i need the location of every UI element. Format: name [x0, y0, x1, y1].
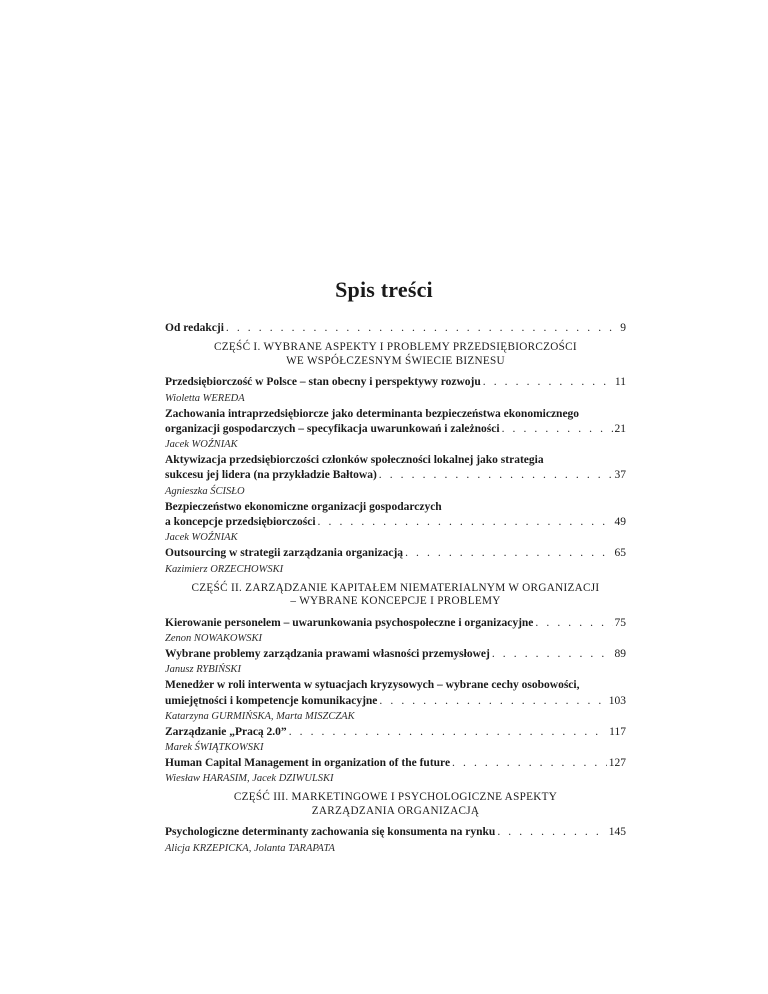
entry-author: Wioletta WEREDA [165, 392, 245, 404]
part-heading-line: CZĘŚĆ II. ZARZĄDZANIE KAPITAŁEM NIEMATERIALNYM W ORGANIZACJI [191, 581, 600, 594]
dot-leader [405, 546, 612, 561]
toc-entry[interactable] [165, 756, 626, 786]
entry-title[interactable] [165, 546, 626, 561]
toc-entry[interactable] [165, 321, 626, 336]
entry-title-text: Psychologiczne determinanty zachowania się konsumenta na rynku [165, 826, 496, 839]
entry-title-line [165, 694, 626, 709]
entry-title-line [165, 647, 626, 662]
entry-title-text: Bezpieczeństwo ekonomiczne organizacji gospodarczych [165, 500, 442, 513]
entry-title[interactable] [165, 616, 626, 631]
entry-title-text: sukcesu jej lidera (na przykładzie Bałtowa) [165, 469, 377, 482]
entry-title-text: Kierowanie personelem – uwarunkowania psychospołeczne i organizacyjne [165, 616, 534, 629]
entry-author: Alicja KRZEPICKA, Jolanta TARAPATA [165, 842, 335, 854]
entry-author: Janusz RYBIŃSKI [165, 664, 241, 676]
entry-title-text: Aktywizacja przedsiębiorczości członków społeczności lokalnej jako strategia [165, 454, 544, 467]
page-number: 9 [620, 322, 626, 334]
entry-title[interactable] [165, 647, 626, 662]
toc-entry[interactable] [165, 647, 626, 677]
entry-author: Kazimierz ORZECHOWSKI [165, 563, 284, 575]
entry-title-text: Outsourcing w strategii zarządzania organizacją [165, 547, 404, 560]
entry-title-line [165, 468, 626, 483]
entry-title-line [165, 515, 626, 530]
page-title: Spis treści [335, 277, 433, 302]
entry-title-text: a koncepcje przedsiębiorczości [165, 516, 316, 529]
entry-title-line [165, 321, 626, 336]
entry-title-line [165, 725, 626, 740]
dot-leader [535, 616, 612, 631]
dot-leader [483, 375, 613, 390]
dot-leader [497, 825, 606, 840]
entry-author: Marek ŚWIĄTKOWSKI [165, 742, 264, 754]
page-number: 49 [614, 516, 626, 529]
part-heading [165, 341, 626, 368]
page-number: 127 [608, 757, 626, 770]
entry-title-text: Menedżer w roli interwenta w sytuacjach kryzysowych – wybrane cechy osobowości, [165, 679, 580, 692]
entry-title-line [165, 453, 626, 468]
part-heading-line: WE WSPÓŁCZESNYM ŚWIECIE BIZNESU [286, 354, 505, 367]
entry-title[interactable] [165, 756, 626, 771]
entry-title-line [165, 546, 626, 561]
entry-title[interactable] [165, 375, 626, 390]
entry-title-text: Wybrane problemy zarządzania prawami własności przemysłowej [165, 647, 490, 660]
page-number: 11 [614, 376, 626, 389]
entry-title-text: Zarządzanie „Pracą 2.0” [165, 725, 287, 738]
entry-author: Jacek WOŹNIAK [165, 532, 238, 544]
entry-title[interactable] [165, 725, 626, 740]
entry-title[interactable] [165, 453, 626, 484]
entry-title[interactable] [165, 321, 626, 336]
toc-entry[interactable] [165, 616, 626, 646]
entry-title[interactable] [165, 407, 626, 438]
page-number: 65 [614, 547, 626, 560]
entry-title-text: Od redakcji [165, 322, 224, 334]
toc-entry[interactable] [165, 375, 626, 405]
entry-author: Wiesław HARASIM, Jacek DZIWULSKI [165, 773, 334, 785]
toc-entry[interactable] [165, 678, 626, 724]
entry-author: Agnieszka ŚCISŁO [165, 485, 245, 497]
entry-author: Jacek WOŹNIAK [165, 439, 238, 451]
dot-leader [492, 647, 613, 662]
entry-title-line [165, 616, 626, 631]
entry-title[interactable] [165, 500, 626, 531]
entry-title-line [165, 678, 626, 693]
toc-entry[interactable] [165, 453, 626, 499]
dot-leader [379, 694, 606, 709]
entry-title[interactable] [165, 825, 626, 840]
part-heading [165, 582, 626, 609]
dot-leader [502, 422, 613, 437]
entry-title-text: Zachowania intraprzedsiębiorcze jako determinanta bezpieczeństwa ekonomicznego [165, 407, 580, 420]
toc-entry[interactable] [165, 546, 626, 576]
entry-title-line [165, 407, 626, 422]
page-number: 37 [614, 469, 626, 482]
dot-leader [452, 756, 607, 771]
part-heading-line: ZARZĄDZANIA ORGANIZACJĄ [311, 804, 480, 817]
entry-author: Zenon NOWAKOWSKI [165, 632, 262, 644]
part-heading-line: CZĘŚĆ I. WYBRANE ASPEKTY I PROBLEMY PRZEDSIĘBIORCZOŚCI [214, 341, 577, 354]
page-number: 103 [608, 694, 626, 707]
entry-title-line [165, 500, 626, 515]
entry-title[interactable] [165, 678, 626, 709]
page-number: 89 [614, 647, 626, 660]
page-number: 75 [614, 616, 626, 629]
page-number: 117 [609, 725, 626, 738]
toc-entry[interactable] [165, 500, 626, 546]
entry-title-text: Human Capital Management in organization of the future [165, 757, 451, 770]
dot-leader [379, 468, 613, 483]
table-of-contents [165, 321, 626, 857]
page-number: 21 [614, 422, 626, 435]
page-number: 145 [608, 826, 626, 839]
toc-entry[interactable] [165, 407, 626, 453]
entry-title-line [165, 756, 626, 771]
dot-leader [226, 321, 618, 336]
entry-title-line [165, 825, 626, 840]
toc-entry[interactable] [165, 725, 626, 755]
entry-title-text: Przedsiębiorczość w Polsce – stan obecny i perspektywy rozwoju [165, 376, 481, 389]
part-heading-line: – WYBRANE KONCEPCJE I PROBLEMY [290, 595, 501, 608]
part-heading [165, 791, 626, 818]
dot-leader [318, 515, 613, 530]
entry-title-text: umiejętności i kompetencje komunikacyjne [165, 694, 378, 707]
dot-leader [289, 725, 607, 740]
entry-author: Katarzyna GURMIŃSKA, Marta MISZCZAK [165, 710, 355, 722]
entry-title-text: organizacji gospodarczych – specyfikacja uwarunkowań i zależności [165, 422, 500, 435]
entry-title-line [165, 375, 626, 390]
part-heading-line: CZĘŚĆ III. MARKETINGOWE I PSYCHOLOGICZNE ASPEKTY [233, 791, 558, 804]
entry-title-line [165, 422, 626, 437]
toc-entry[interactable] [165, 825, 626, 855]
